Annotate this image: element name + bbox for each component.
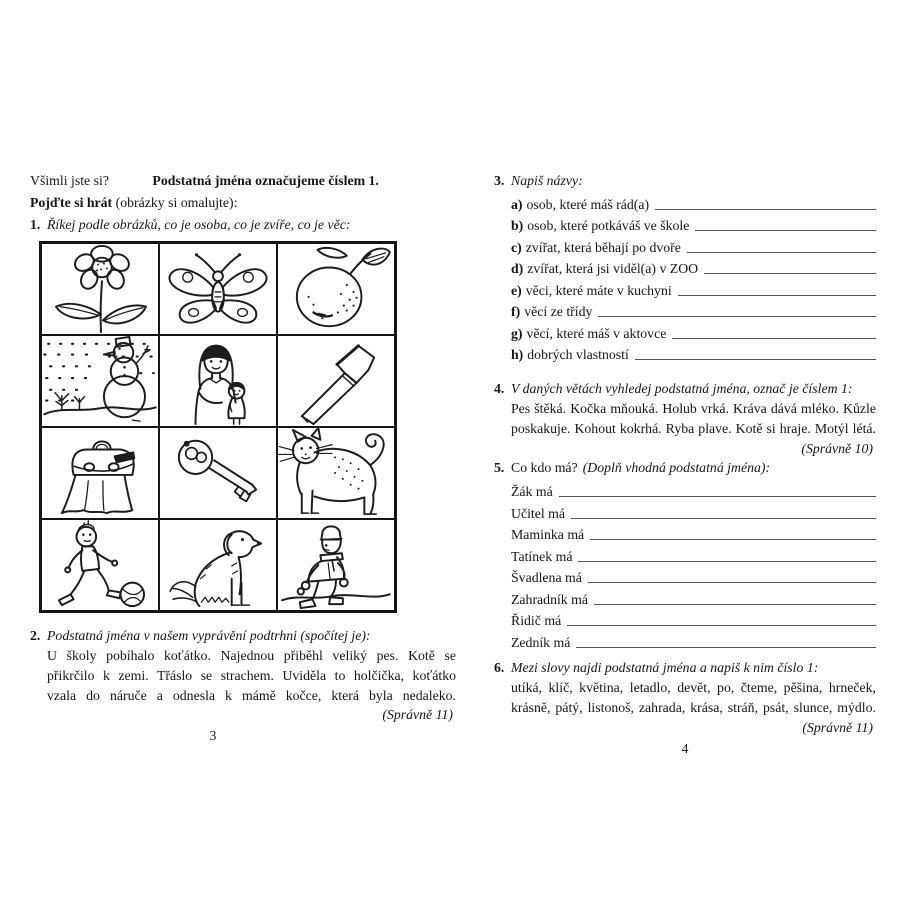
list-item: [494, 277, 876, 299]
row-label: Zedník má: [511, 634, 571, 650]
exercise-5-title: Co kdo má?: [511, 459, 578, 475]
fill-in-row: [494, 479, 876, 501]
picture-grid: [39, 241, 397, 613]
item-text: věcí ze třídy: [524, 304, 593, 319]
story-line: U školy pobíhalo koťátko. Najednou přiběhl veliký pes. Kotě se: [47, 648, 456, 663]
play-note: (obrázky si omalujte):: [112, 195, 238, 210]
noun-rule: Podstatná jména označujeme číslem 1.: [152, 173, 379, 188]
write-in-line: [567, 625, 876, 626]
list-item: [494, 234, 876, 256]
list-item: [494, 342, 876, 364]
write-in-line: [594, 604, 876, 605]
item-text: osob, které potkáváš ve škole: [527, 218, 690, 233]
row-label: Maminka má: [511, 527, 585, 543]
list-item: [494, 256, 876, 278]
girl-with-doll-illustration: [160, 336, 276, 426]
write-in-line: [559, 496, 876, 497]
sentence-line: Pes štěká. Kočka mňouká. Holub vrká. Kráva dává mléko. Kůzle: [511, 401, 876, 416]
fruit-illustration: [278, 244, 394, 334]
row-label: Řidič má: [511, 613, 562, 629]
item-text: zvířat, která běhají po dvoře: [525, 239, 681, 255]
exercise-4-instruction: V daných větách vyhledej podstatná jména, označ je číslem 1:: [511, 381, 853, 396]
exercise-1-heading: [30, 214, 456, 235]
write-in-line: [590, 539, 876, 540]
play-line: [30, 192, 456, 214]
exercise-6-heading: [494, 657, 876, 678]
play-title: Pojďte si hrát: [30, 195, 113, 210]
page-number-right: 4: [681, 740, 689, 756]
write-in-line: [576, 647, 876, 648]
row-label: Zahradník má: [511, 591, 589, 607]
list-item: [494, 213, 876, 235]
story-line: přikrčilo k zemi. Třáslo se strachem. Uviděla to holčička, koťátko: [47, 668, 456, 683]
fill-in-row: [494, 608, 876, 630]
exercise-5: [494, 457, 876, 651]
exercise-3-instruction: Napiš názvy:: [511, 173, 583, 188]
exercise-6-instruction: Mezi slovy najdi podstatná jména a napiš k nim číslo 1:: [511, 659, 819, 675]
sentence-line: poskakuje. Kohout kokrhá. Ryba plave. Kotě si hraje. Motýl létá.: [511, 421, 876, 437]
intro-line: [30, 170, 456, 192]
school-bag-illustration: [42, 428, 158, 518]
item-text: věci, které máte v kuchyni: [525, 282, 672, 298]
cell-key: [159, 427, 277, 519]
list-item: [494, 191, 876, 213]
write-in-line: [687, 252, 876, 253]
intro-question: Všimli jste si?: [30, 173, 109, 188]
item-text: osob, které máš rád(a): [526, 196, 650, 212]
fill-in-row: [494, 543, 876, 565]
story-line: vzala do náruče a odnesla k mámě kočce, která byla nedaleko.: [47, 688, 456, 703]
fill-in-row: [494, 586, 876, 608]
exercise-4-answer: (Správně 10): [801, 440, 873, 456]
exercise-3: [494, 170, 876, 363]
item-text: věcí, které máš v aktovce: [526, 325, 667, 341]
fill-in-row: [494, 500, 876, 522]
page-number-left: 3: [209, 728, 217, 743]
page-3: [30, 170, 456, 745]
write-in-line: [704, 273, 876, 274]
item-letter: a): [511, 196, 523, 212]
exercise-4-heading: [494, 378, 876, 399]
item-letter: e): [511, 282, 522, 298]
item-letter: d): [511, 261, 524, 276]
cat-illustration: [278, 428, 394, 518]
item-text: dobrých vlastností: [527, 347, 629, 362]
write-in-line: [598, 316, 876, 317]
row-label: Učitel má: [511, 505, 566, 521]
write-in-line: [588, 582, 876, 583]
exercise-2-answer: (Správně 11): [382, 707, 453, 722]
key-illustration: [160, 428, 276, 518]
snowman-illustration: [42, 336, 158, 426]
exercise-4: [494, 378, 876, 457]
write-in-line: [635, 359, 876, 360]
boy-with-ball-illustration: [42, 520, 158, 610]
cell-flower: [41, 243, 159, 335]
item-letter: f): [511, 304, 521, 319]
exercise-2-instruction: Podstatná jména v našem vyprávění podtrhni (spočítej je):: [47, 628, 371, 643]
row-label: Žák má: [511, 484, 553, 500]
exercise-2-number: 2.: [30, 628, 41, 643]
exercise-1-instruction: Říkej podle obrázků, co je osoba, co je zvíře, co je věc:: [47, 217, 351, 232]
write-in-line: [672, 338, 876, 339]
cell-school-bag: [41, 427, 159, 519]
item-letter: g): [511, 325, 523, 341]
cell-girl-with-doll: [159, 335, 277, 427]
exercise-5-heading: [494, 457, 876, 478]
cell-fruit: [277, 243, 395, 335]
fill-in-row: [494, 522, 876, 544]
exercise-6-number: 6.: [494, 659, 505, 675]
cell-boy-in-winter-clothes: [277, 519, 395, 611]
exercise-5-rows: [494, 479, 876, 651]
write-in-line: [571, 518, 876, 519]
word-list-line: utíká, klíč, květina, letadlo, devět, po, čteme, pěšina, hrneček,: [511, 679, 876, 695]
cell-snowman: [41, 335, 159, 427]
item-letter: h): [511, 347, 524, 362]
cell-cat: [277, 427, 395, 519]
item-letter: b): [511, 218, 524, 233]
write-in-line: [578, 561, 876, 562]
list-item: [494, 320, 876, 342]
item-text: zvířat, která jsi viděl(a) v ZOO: [527, 261, 699, 276]
dog-illustration: [160, 520, 276, 610]
exercise-5-number: 5.: [494, 459, 505, 475]
page-4: [494, 170, 876, 758]
butterfly-illustration: [160, 244, 276, 334]
exercise-3-heading: [494, 170, 876, 191]
exercise-1-number: 1.: [30, 217, 41, 232]
flower-illustration: [42, 244, 158, 334]
fill-in-row: [494, 629, 876, 651]
exercise-4-number: 4.: [494, 381, 505, 396]
write-in-line: [695, 230, 876, 231]
write-in-line: [678, 295, 876, 296]
exercise-3-number: 3.: [494, 173, 505, 188]
write-in-line: [655, 209, 876, 210]
cell-butterfly: [159, 243, 277, 335]
fill-in-row: [494, 565, 876, 587]
row-label: Švadlena má: [511, 570, 582, 586]
exercise-2: [30, 625, 456, 723]
cell-axe: [277, 335, 395, 427]
word-list-line: krásně, pátý, listonoš, zahrada, krása, stráň, psát, slunce, mýdlo.: [511, 700, 876, 716]
cell-dog: [159, 519, 277, 611]
item-letter: c): [511, 239, 522, 255]
exercise-6: [494, 657, 876, 736]
cell-boy-with-ball: [41, 519, 159, 611]
exercise-5-instruction: (Doplň vhodná podstatná jména):: [582, 459, 771, 475]
row-label: Tatínek má: [511, 548, 573, 564]
exercise-6-answer: (Správně 11): [802, 719, 873, 735]
list-item: [494, 299, 876, 321]
boy-in-winter-clothes-illustration: [278, 520, 394, 610]
axe-illustration: [278, 336, 394, 426]
exercise-2-heading: [30, 625, 456, 646]
